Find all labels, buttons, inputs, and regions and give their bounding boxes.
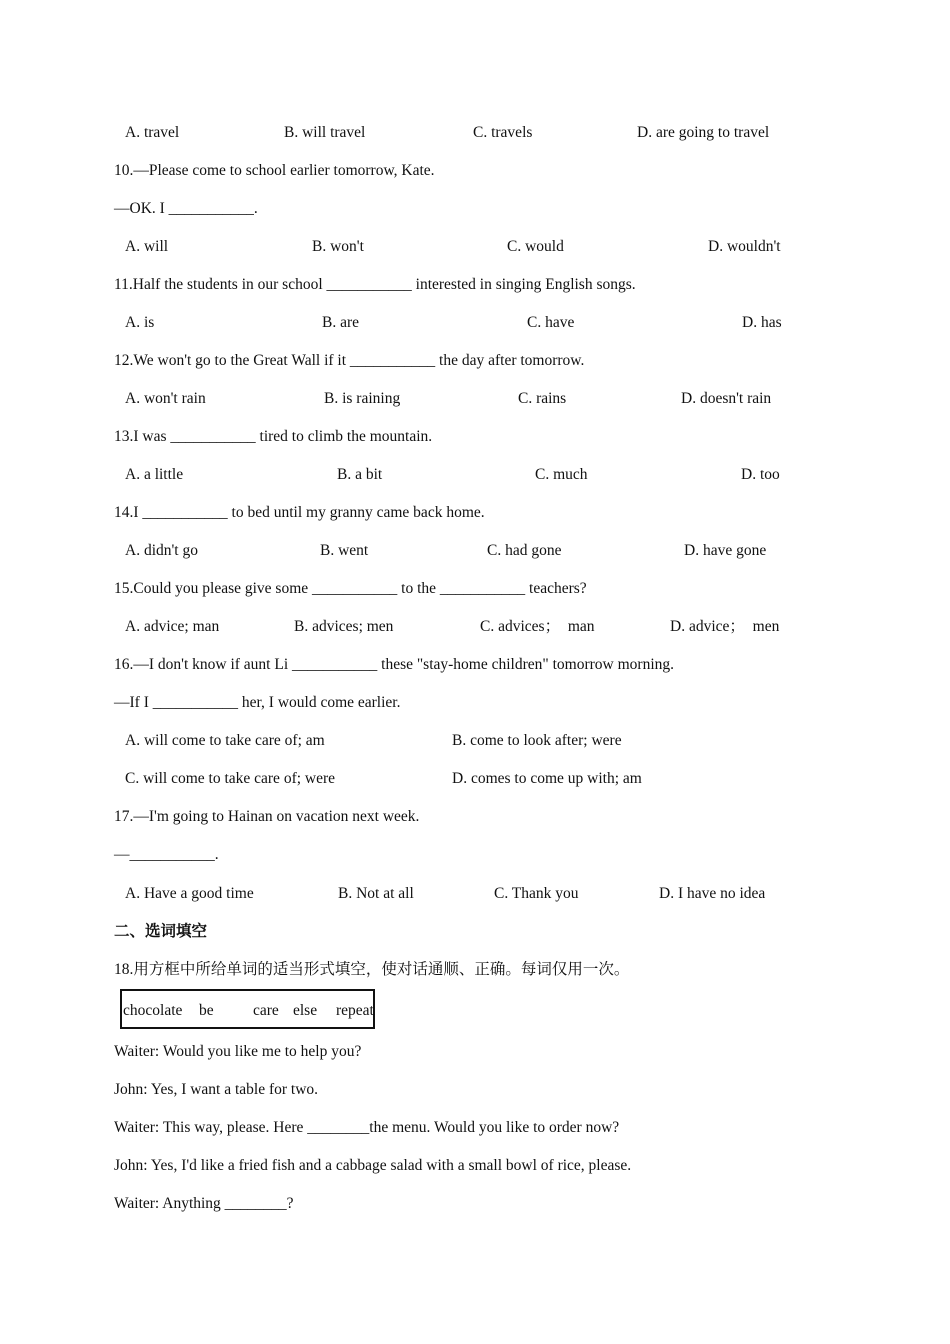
q17-option-a: A. Have a good time xyxy=(125,885,254,902)
q16-options-row1 xyxy=(0,731,950,751)
q15-option-c: C. advices； man xyxy=(480,618,595,635)
q10-options xyxy=(0,237,950,257)
q9-options xyxy=(0,123,950,143)
q9-option-b: B. will travel xyxy=(284,124,366,141)
q12-options xyxy=(0,389,950,409)
section-heading: 二、选词填空 xyxy=(114,923,208,940)
q17-option-b: B. Not at all xyxy=(338,885,414,902)
q17-stem: 17.—I'm going to Hainan on vacation next week. xyxy=(114,808,420,825)
word-box-item: repeat xyxy=(336,1002,374,1019)
q16-option-b: B. come to look after; were xyxy=(452,732,622,749)
q12-option-c: C. rains xyxy=(518,390,567,407)
q15-option-a: A. advice; man xyxy=(125,618,220,635)
q17-option-c: C. Thank you xyxy=(494,885,579,902)
q10-option-c: C. would xyxy=(507,238,564,255)
q13-stem: 13.I was ___________ tired to climb the mountain. xyxy=(114,428,433,445)
q10-option-b: B. won't xyxy=(312,238,364,255)
q14-options xyxy=(0,541,950,561)
q13-option-c: C. much xyxy=(535,466,588,483)
q13-option-d: D. too xyxy=(741,466,780,483)
q11-option-d: D. has xyxy=(742,314,782,331)
q15-option-d: D. advice； men xyxy=(670,618,780,635)
q16-option-a: A. will come to take care of; am xyxy=(125,732,325,749)
q11-option-a: A. is xyxy=(125,314,155,331)
dialogue-line: Waiter: This way, please. Here ________the menu. Would you like to order now? xyxy=(114,1119,620,1136)
q13-options xyxy=(0,465,950,485)
q14-option-b: B. went xyxy=(320,542,369,559)
q16-reply: —If I ___________ her, I would come earlier. xyxy=(114,694,401,711)
dialogue-line: John: Yes, I want a table for two. xyxy=(114,1081,319,1098)
q17-reply: —___________. xyxy=(114,846,219,863)
q16-option-d: D. comes to come up with; am xyxy=(452,770,642,787)
q9-option-a: A. travel xyxy=(125,124,180,141)
q12-option-a: A. won't rain xyxy=(125,390,206,407)
q16-options-row2 xyxy=(0,769,950,789)
word-box-item: chocolate xyxy=(123,1002,183,1019)
q11-stem: 11.Half the students in our school ___________ interested in singing English songs. xyxy=(114,276,636,293)
dialogue-line: Waiter: Anything ________? xyxy=(114,1195,294,1212)
q15-stem: 15.Could you please give some ___________ to the ___________ teachers? xyxy=(114,580,587,597)
q14-option-c: C. had gone xyxy=(487,542,562,559)
q11-option-b: B. are xyxy=(322,314,360,331)
word-box-item: care xyxy=(253,1002,279,1019)
q10-reply: —OK. I ___________. xyxy=(114,200,258,217)
q12-option-d: D. doesn't rain xyxy=(681,390,772,407)
dialogue-line: Waiter: Would you like me to help you? xyxy=(114,1043,362,1060)
q16-option-c: C. will come to take care of; were xyxy=(125,770,336,787)
q13-option-a: A. a little xyxy=(125,466,184,483)
q14-stem: 14.I ___________ to bed until my granny came back home. xyxy=(114,504,485,521)
q14-option-a: A. didn't go xyxy=(125,542,198,559)
q16-stem: 16.—I don't know if aunt Li ___________ these "stay-home children" tomorrow morning. xyxy=(114,656,675,673)
q11-option-c: C. have xyxy=(527,314,575,331)
q12-stem: 12.We won't go to the Great Wall if it ___________ the day after tomorrow. xyxy=(114,352,585,369)
q9-option-c: C. travels xyxy=(473,124,533,141)
dialogue-line: John: Yes, I'd like a fried fish and a cabbage salad with a small bowl of rice, please. xyxy=(114,1157,632,1174)
q10-stem: 10.—Please come to school earlier tomorrow, Kate. xyxy=(114,162,435,179)
word-box xyxy=(120,989,375,1029)
word-box-item: be xyxy=(199,1002,214,1019)
word-box-item: else xyxy=(293,1002,318,1019)
q12-option-b: B. is raining xyxy=(324,390,401,407)
q11-options xyxy=(0,313,950,333)
q17-option-d: D. I have no idea xyxy=(659,885,766,902)
q15-options xyxy=(0,617,950,637)
q15-option-b: B. advices; men xyxy=(294,618,394,635)
q14-option-d: D. have gone xyxy=(684,542,767,559)
q13-option-b: B. a bit xyxy=(337,466,383,483)
q10-option-d: D. wouldn't xyxy=(708,238,781,255)
q17-options xyxy=(0,884,950,904)
q9-option-d: D. are going to travel xyxy=(637,124,770,141)
q10-option-a: A. will xyxy=(125,238,169,255)
q18-instruction: 18.用方框中所给单词的适当形式填空，使对话通顺、正确。每词仅用一次。 xyxy=(114,961,630,978)
